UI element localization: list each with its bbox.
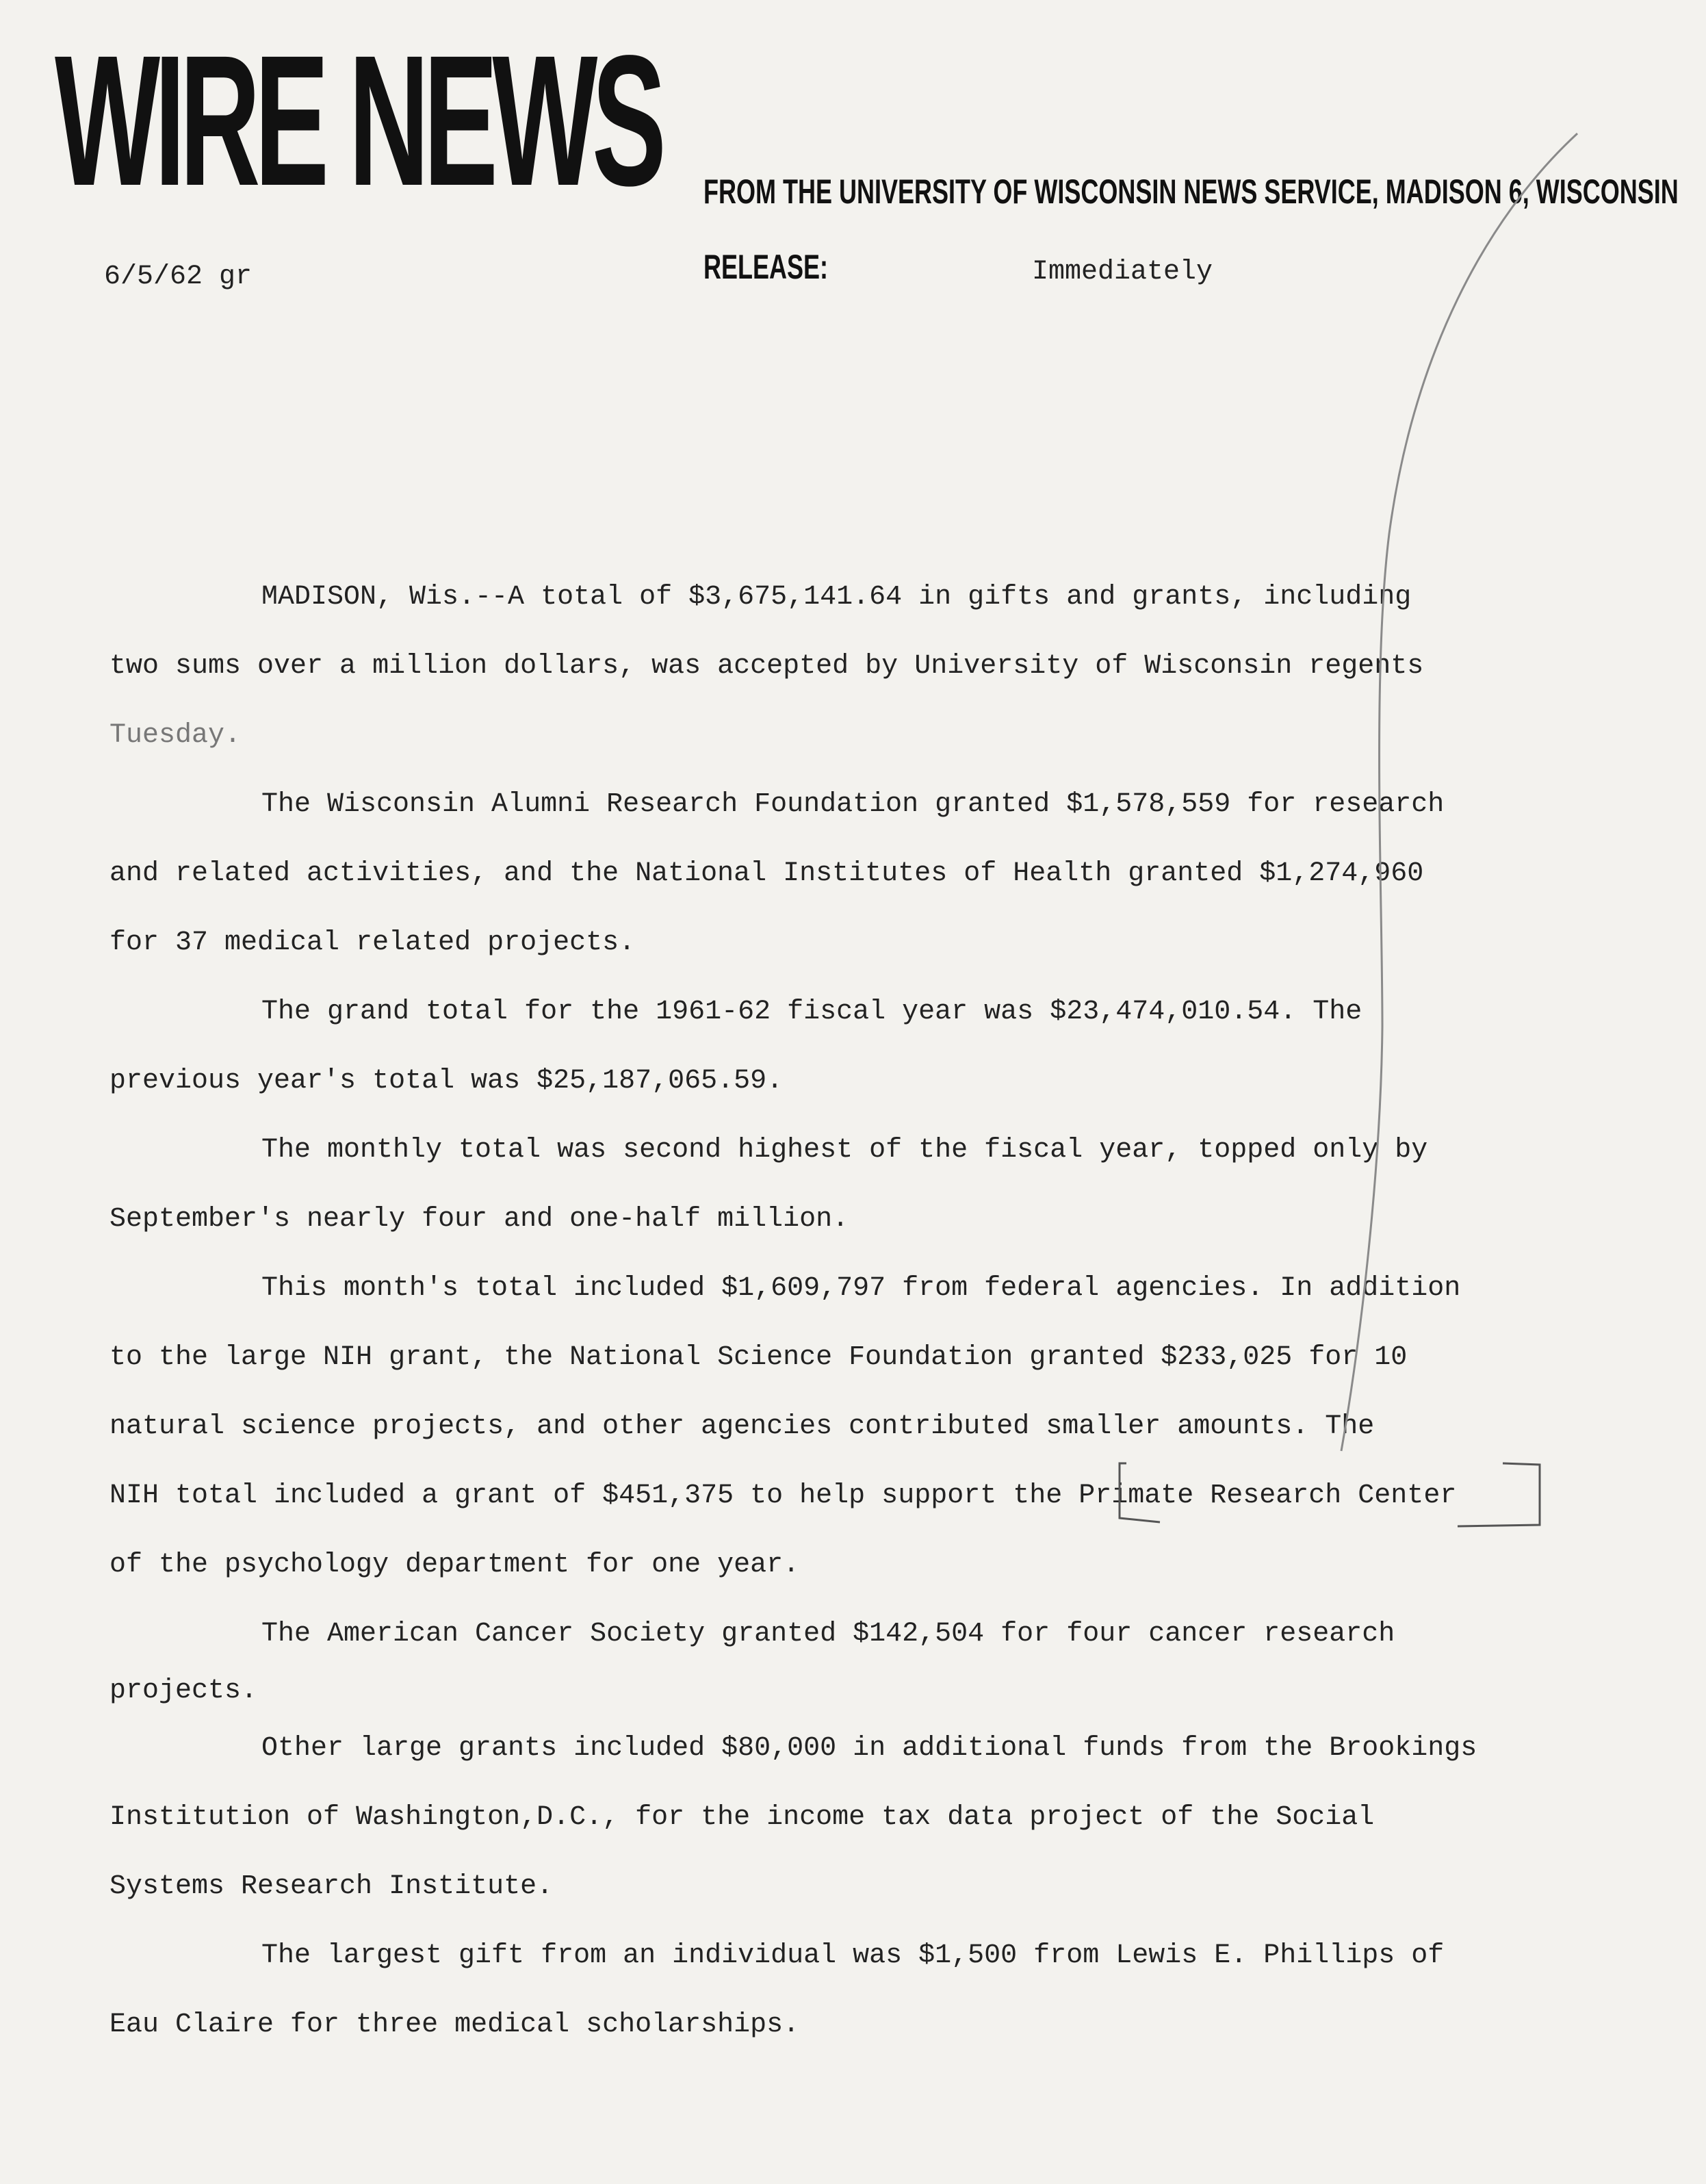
- paragraph-line: Systems Research Institute.: [109, 1871, 554, 1902]
- paragraph-line: to the large NIH grant, the National Science Foundation granted $233,025 for 10: [109, 1342, 1408, 1373]
- paragraph-line: The monthly total was second highest of the fiscal year, topped only by: [261, 1135, 1428, 1166]
- paragraph-line: of the psychology department for one year.: [109, 1550, 800, 1580]
- release-label: RELEASE:: [703, 248, 829, 286]
- paragraph-line: for 37 medical related projects.: [109, 927, 636, 958]
- masthead-title: WIRE NEWS: [55, 16, 661, 224]
- paragraph-line: NIH total included a grant of $451,375 to help support the Primate Research Center: [109, 1480, 1457, 1511]
- news-service-line: FROM THE UNIVERSITY OF WISCONSIN NEWS SERVICE, MADISON 6, WISCONSIN: [703, 172, 1679, 211]
- paragraph-line: The Wisconsin Alumni Research Foundation granted $1,578,559 for research: [261, 789, 1445, 820]
- paragraph-line: projects.: [109, 1675, 258, 1706]
- dateline: 6/5/62 gr: [104, 261, 253, 292]
- paragraph-line: The American Cancer Society granted $142,504 for four cancer research: [261, 1619, 1395, 1649]
- release-value: Immediately: [1032, 257, 1213, 287]
- paragraph-line: This month's total included $1,609,797 from federal agencies. In addition: [261, 1273, 1461, 1304]
- paragraph-line: natural science projects, and other agencies contributed smaller amounts. The: [109, 1411, 1375, 1442]
- paragraph-line: Eau Claire for three medical scholarships.: [109, 2009, 800, 2040]
- paragraph-line: Other large grants included $80,000 in additional funds from the Brookings: [261, 1733, 1477, 1764]
- article-body: [109, 563, 1547, 2059]
- paragraph-line: The grand total for the 1961-62 fiscal year was $23,474,010.54. The: [261, 997, 1362, 1027]
- paragraph-line: two sums over a million dollars, was accepted by University of Wisconsin regents: [109, 651, 1424, 682]
- paragraph-line: Tuesday.: [109, 720, 242, 751]
- paragraph-line: and related activities, and the National Institutes of Health granted $1,274,960: [109, 858, 1424, 889]
- paragraph-line: MADISON, Wis.--A total of $3,675,141.64 in gifts and grants, including: [261, 582, 1412, 613]
- paragraph-line: September's nearly four and one-half million.: [109, 1204, 849, 1235]
- paragraph-line: Institution of Washington,D.C., for the income tax data project of the Social: [109, 1802, 1375, 1833]
- paragraph-line: The largest gift from an individual was $1,500 from Lewis E. Phillips of: [261, 1940, 1445, 1971]
- paragraph-line: previous year's total was $25,187,065.59.: [109, 1066, 784, 1096]
